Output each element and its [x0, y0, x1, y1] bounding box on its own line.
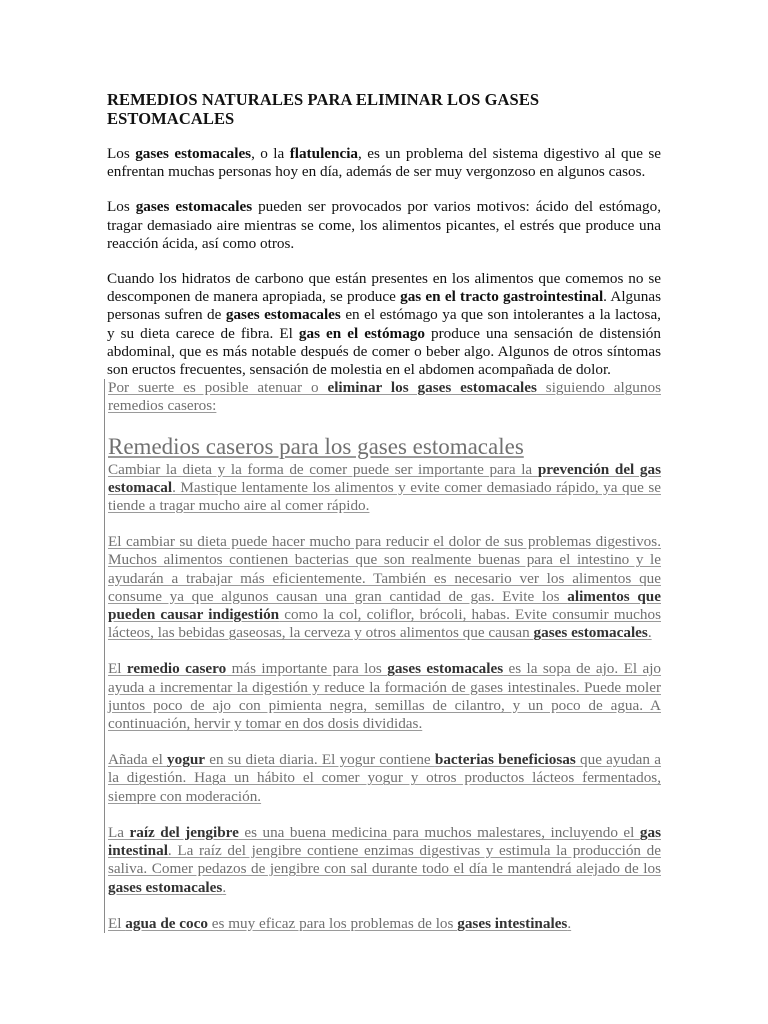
text-run: es una buena medicina para muchos malestares, incluyendo el — [238, 823, 640, 841]
text-run: Añada el — [108, 751, 168, 769]
text-run: El — [108, 914, 126, 932]
bold-term: gas en el tracto gastrointestinal — [400, 288, 604, 306]
bold-term: flatulencia — [289, 145, 359, 162]
bold-term: prevención del gas estomacal — [108, 460, 661, 496]
text-run: produce una sensación de distensión abdominal, que es más notable después de comer o beber algo. Algunos de otros síntomas son eructos frecuentes, sensación de molestia en el abdomen acompañada de dolor. — [107, 324, 661, 379]
text-run: El cambiar su dieta puede hacer mucho para reducir el dolor de sus problemas digestivos. Muchos alimentos contienen bacterias que son realmente buenas para el intestino y le ayudarán a trabajar más eficientemente. También es necesario ver los alimentos que consume ya que algunos causan una gran cantidad de gas. Evite los — [108, 533, 661, 605]
text-run: . — [222, 878, 227, 896]
bold-term: gases estomacales — [135, 198, 253, 216]
text-run: Cuando los hidratos de carbono que están presentes en los alimentos que comemos no se descomponen de manera apropiada, se produce — [107, 270, 661, 306]
paragraph-garlic — [108, 660, 661, 733]
paragraph-remedies-intro — [108, 379, 661, 415]
bold-term: gases estomacales — [533, 624, 648, 642]
bold-term: remedio casero — [126, 660, 227, 678]
bold-term: gas en el estómago — [298, 324, 425, 342]
text-run: pueden ser provocados por varios motivos: ácido del estómago, tragar demasiado aire mientras se come, los alimentos picantes, el estrés que produce una reacción ácida, así como otros. — [107, 198, 661, 252]
text-run: Cambiar la dieta y la forma de comer puede ser importante para la — [108, 460, 538, 478]
text-run: más importante para los — [226, 660, 388, 678]
text-run: . — [567, 914, 572, 932]
paragraph-yogurt — [108, 751, 661, 806]
text-run: es la sopa de ajo. El ajo ayuda a incrementar la digestión y reduce la formación de gases intestinales. Puede moler juntos poco de ajo con pimienta negra, semillas de cilantro, y un poco de agua. A continuación, hervir y tomar en dos dosis divididas. — [108, 660, 662, 733]
bold-term: bacterias beneficiosas — [434, 751, 576, 769]
section-heading: Remedios caseros para los gases estomacales — [108, 433, 524, 459]
text-run: Los — [107, 198, 136, 216]
text-run: , es un problema del sistema digestivo al que se enfrentan muchas personas hoy en día, además de ser muy vergonzoso en algunos casos. — [107, 145, 662, 181]
paragraph-coconut-water — [108, 915, 661, 933]
bold-term: gases estomacales — [108, 878, 223, 896]
document-title: REMEDIOS NATURALES PARA ELIMINAR LOS GASES ESTOMACALES — [107, 90, 540, 128]
text-run: , o la — [251, 145, 290, 162]
paragraph-causes — [107, 198, 661, 253]
text-run: como la col, coliflor, brócoli, habas. Evite consumir muchos lácteos, las bebidas gaseosas, la cerveza y otros alimentos que causan — [108, 606, 661, 642]
bold-term: raíz del jengibre — [129, 823, 239, 841]
text-run: que ayudan a la digestión. Haga un hábito el comer yogur y otros productos lácteos fermentados, siempre con moderación. — [108, 751, 661, 805]
bold-term: gases estomacales — [225, 306, 341, 324]
paragraph-foods — [108, 533, 661, 642]
paragraph-intro — [107, 145, 661, 181]
text-run: . La raíz del jengibre contiene enzimas digestivas y estimula la producción de saliva. Comer pedazos de jengibre con sal durante todo el día le mantendrá alejado de los — [108, 842, 661, 878]
text-run: La — [108, 823, 130, 841]
bold-term: agua de coco — [125, 914, 208, 932]
text-run: en su dieta diaria. El yogur contiene — [205, 751, 435, 769]
bold-term: eliminar los gases estomacales — [327, 379, 537, 397]
text-run: . Mastique lentamente los alimentos y evite comer demasiado rápido, ya que se tiende a tragar mucho aire al comer rápido. — [108, 478, 661, 515]
text-run: es muy eficaz para los problemas de los — [207, 914, 458, 932]
quoted-section — [104, 379, 661, 933]
text-run: Los — [107, 145, 136, 162]
paragraph-symptoms — [107, 270, 661, 379]
bold-term: gas intestinal — [108, 823, 661, 860]
text-run: siguiendo algunos remedios caseros: — [108, 379, 661, 415]
bold-term: gases estomacales — [387, 660, 504, 678]
bold-term: yogur — [167, 751, 206, 769]
text-run: Por suerte es posible atenuar o — [108, 379, 328, 397]
text-run: El — [108, 660, 127, 678]
document-body — [107, 90, 661, 933]
paragraph-diet-change — [108, 461, 661, 516]
paragraph-ginger — [108, 824, 661, 897]
bold-term: alimentos que pueden causar indigestión — [108, 587, 661, 624]
bold-term: gases estomacales — [135, 145, 252, 162]
text-run: . Algunas personas sufren de — [107, 288, 661, 324]
bold-term: gases intestinales — [457, 914, 568, 932]
text-run: en el estómago ya que son intolerantes a la lactosa, y su dieta carece de fibra. El — [107, 306, 661, 342]
text-run: . — [647, 624, 652, 642]
